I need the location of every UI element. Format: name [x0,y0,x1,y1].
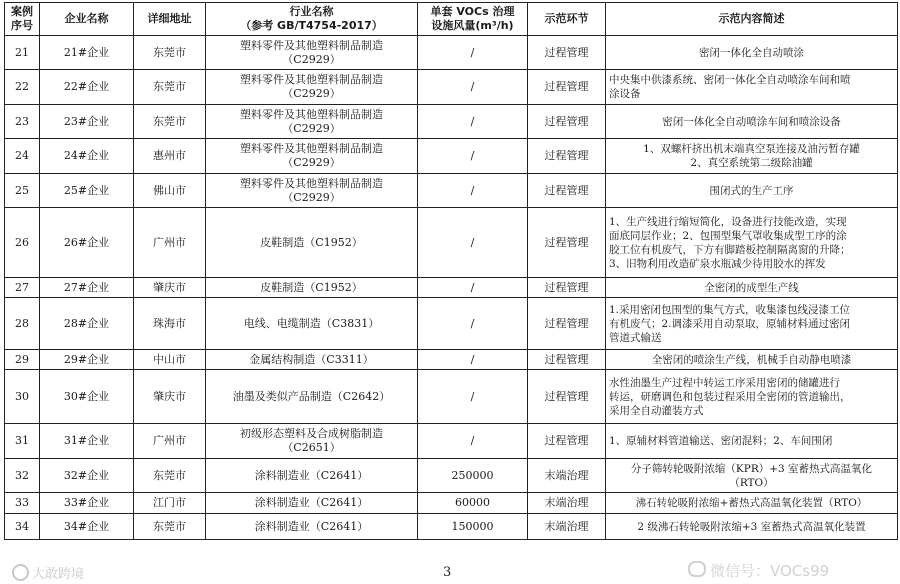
case-number: 31 [5,424,40,459]
description: 2 级沸石转轮吸附浓缩+3 室蓄热式高温氧化装置 [606,514,898,540]
case-number: 21 [5,36,40,70]
col-header-airflow: 单套 VOCs 治理 设施风量(m³/h) [418,3,528,36]
page-number: 3 [443,565,452,580]
company-name: 32#企业 [40,459,134,493]
airflow: / [418,278,528,298]
case-number: 25 [5,174,40,208]
company-name: 34#企业 [40,514,134,540]
case-number: 24 [5,139,40,174]
voc-demo-table [4,2,898,540]
table-row [5,208,898,278]
address: 珠海市 [134,298,206,350]
stage: 过程管理 [528,105,606,139]
case-number: 29 [5,350,40,370]
company-name: 31#企业 [40,424,134,459]
description: 水性油墨生产过程中转运工序采用密闭的储罐进行 转运，研磨调色和包装过程采用全密闭的管道输出， 采用全自动灌装方式 [606,370,898,424]
address: 肇庆市 [134,278,206,298]
case-number: 27 [5,278,40,298]
industry: 皮鞋制造（C1952） [206,208,418,278]
watermark-logo-icon [12,564,29,581]
table-row [5,174,898,208]
case-number: 30 [5,370,40,424]
stage: 过程管理 [528,70,606,105]
stage: 过程管理 [528,370,606,424]
airflow: / [418,298,528,350]
address: 广州市 [134,424,206,459]
table-row [5,493,898,514]
industry: 涂料制造业（C2641） [206,459,418,493]
company-name: 33#企业 [40,493,134,514]
airflow: / [418,139,528,174]
company-name: 29#企业 [40,350,134,370]
airflow: / [418,424,528,459]
description: 分子筛转轮吸附浓缩（KPR）+3 室蓄热式高温氧化 （RTO） [606,459,898,493]
case-number: 26 [5,208,40,278]
stage: 末端治理 [528,514,606,540]
industry: 皮鞋制造（C1952） [206,278,418,298]
airflow: 250000 [418,459,528,493]
case-number: 28 [5,298,40,350]
description: 1、双螺杆挤出机末端真空泵连接及油污暂存罐 2、真空系统第二级除油罐 [606,139,898,174]
table-row [5,459,898,493]
description: 1、原辅材料管道输送、密闭混料；2、车间围闭 [606,424,898,459]
industry: 涂料制造业（C2641） [206,493,418,514]
airflow: / [418,370,528,424]
company-name: 21#企业 [40,36,134,70]
airflow: / [418,350,528,370]
col-header-description: 示范内容简述 [606,3,898,36]
company-name: 25#企业 [40,174,134,208]
stage: 过程管理 [528,278,606,298]
industry: 电线、电缆制造（C3831） [206,298,418,350]
company-name: 22#企业 [40,70,134,105]
table-row [5,514,898,540]
airflow: / [418,70,528,105]
address: 佛山市 [134,174,206,208]
address: 江门市 [134,493,206,514]
table-row [5,139,898,174]
stage: 过程管理 [528,208,606,278]
stage: 过程管理 [528,139,606,174]
company-name: 24#企业 [40,139,134,174]
description: 1、生产线进行缩短简化，设备进行技能改造，实现 面底同层作业；2、包围型集气罩收集成型工序的涂 胶工位有机废气，下方有脚踏板控制隔离窗的升降； 3、旧物利用改造矿泉水瓶减少待用胶水的挥发 [606,208,898,278]
industry: 涂料制造业（C2641） [206,514,418,540]
company-name: 27#企业 [40,278,134,298]
description: 密闭一体化全自动喷涂 [606,36,898,70]
address: 东莞市 [134,514,206,540]
address: 东莞市 [134,36,206,70]
company-name: 26#企业 [40,208,134,278]
airflow: 60000 [418,493,528,514]
industry: 塑料零件及其他塑料制品制造 （C2929） [206,105,418,139]
industry: 塑料零件及其他塑料制品制造 （C2929） [206,174,418,208]
watermark-left [12,563,84,582]
table-row [5,36,898,70]
col-header-no: 案例 序号 [5,3,40,36]
col-header-name: 企业名称 [40,3,134,36]
address: 广州市 [134,208,206,278]
industry: 初级形态塑料及合成树脂制造 （C2651） [206,424,418,459]
watermark-right-text: 微信号：VOCs99 [710,562,830,580]
header-row [5,3,898,36]
industry: 塑料零件及其他塑料制品制造 （C2929） [206,36,418,70]
watermark-left-text: 大敢跨境 [32,567,85,582]
company-name: 30#企业 [40,370,134,424]
airflow: / [418,105,528,139]
col-header-stage: 示范环节 [528,3,606,36]
case-number: 23 [5,105,40,139]
description: 中央集中供漆系统、密闭一体化全自动喷涂车间和喷 涂设备 [606,70,898,105]
airflow: / [418,208,528,278]
address: 东莞市 [134,70,206,105]
col-header-address: 详细地址 [134,3,206,36]
address: 东莞市 [134,459,206,493]
description: 围闭式的生产工序 [606,174,898,208]
stage: 过程管理 [528,298,606,350]
airflow: / [418,36,528,70]
col-header-industry: 行业名称 （参考 GB/T4754-2017） [206,3,418,36]
table-row [5,105,898,139]
stage: 末端治理 [528,459,606,493]
table-row [5,370,898,424]
watermark-right [688,560,829,581]
table-row [5,298,898,350]
case-number: 32 [5,459,40,493]
address: 东莞市 [134,105,206,139]
address: 中山市 [134,350,206,370]
case-number: 22 [5,70,40,105]
airflow: 150000 [418,514,528,540]
industry: 塑料零件及其他塑料制品制造 （C2929） [206,139,418,174]
address: 惠州市 [134,139,206,174]
address: 肇庆市 [134,370,206,424]
airflow: / [418,174,528,208]
case-number: 33 [5,493,40,514]
description: 密闭一体化全自动喷涂车间和喷涂设备 [606,105,898,139]
table-row [5,424,898,459]
company-name: 23#企业 [40,105,134,139]
case-number: 34 [5,514,40,540]
industry: 金属结构制造（C3311） [206,350,418,370]
table-row [5,350,898,370]
wechat-icon [688,561,706,577]
industry: 油墨及类似产品制造（C2642） [206,370,418,424]
description: 沸石转轮吸附浓缩+蓄热式高温氧化装置（RTO） [606,493,898,514]
stage: 过程管理 [528,350,606,370]
company-name: 28#企业 [40,298,134,350]
stage: 末端治理 [528,493,606,514]
table-row [5,278,898,298]
stage: 过程管理 [528,424,606,459]
description: 全密闭的喷涂生产线，机械手自动静电喷漆 [606,350,898,370]
stage: 过程管理 [528,174,606,208]
industry: 塑料零件及其他塑料制品制造 （C2929） [206,70,418,105]
description: 全密闭的成型生产线 [606,278,898,298]
description: 1.采用密闭包围型的集气方式，收集漆包线浸漆工位 有机废气；2.调漆采用自动泵取，原辅材料通过密闭 管道式输送 [606,298,898,350]
stage: 过程管理 [528,36,606,70]
table-row [5,70,898,105]
